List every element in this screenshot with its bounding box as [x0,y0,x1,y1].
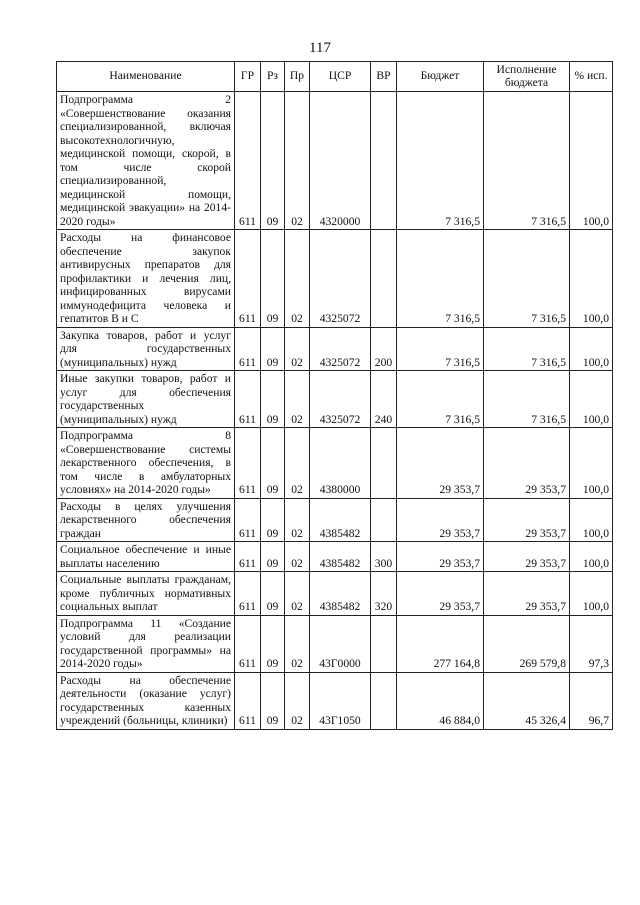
table-row [57,428,613,499]
table-row [57,572,613,616]
row-csr: 4320000 [310,92,371,230]
row-budget: 7 316,5 [397,371,484,428]
row-budget: 7 316,5 [397,230,484,328]
row-pr: 02 [285,615,310,672]
budget-table [56,61,613,730]
row-csr: 4385482 [310,572,371,616]
row-gr: 611 [235,542,261,572]
row-percent: 100,0 [570,327,613,371]
row-percent: 100,0 [570,92,613,230]
header-execution: Исполнение бюджета [484,62,570,92]
row-execution: 7 316,5 [484,230,570,328]
row-csr: 4325072 [310,230,371,328]
row-vr [371,428,397,499]
row-budget: 277 164,8 [397,615,484,672]
row-rz: 09 [261,327,285,371]
row-csr: 4325072 [310,327,371,371]
row-name: Расходы на финансовое обеспечение закупок антивирусных препаратов для профилактики и лечения лиц, инфицированных вирусами иммунодефицита человека и гепатитов В и С [57,230,235,328]
header-budget: Бюджет [397,62,484,92]
row-gr: 611 [235,371,261,428]
row-name: Социальное обеспечение и иные выплаты населению [57,542,235,572]
row-pr: 02 [285,672,310,729]
header-vr: ВР [371,62,397,92]
row-pr: 02 [285,327,310,371]
row-budget: 29 353,7 [397,542,484,572]
row-percent: 97,3 [570,615,613,672]
row-pr: 02 [285,542,310,572]
header-percent: % исп. [570,62,613,92]
table-row [57,371,613,428]
row-percent: 96,7 [570,672,613,729]
row-rz: 09 [261,672,285,729]
row-pr: 02 [285,371,310,428]
header-pr: Пр [285,62,310,92]
row-gr: 611 [235,327,261,371]
row-name: Подпрограмма 8 «Совершенствование системы лекарственного обеспечения, в том числе в амбулаторных условиях» на 2014-2020 годы» [57,428,235,499]
row-execution: 269 579,8 [484,615,570,672]
row-execution: 29 353,7 [484,428,570,499]
row-budget: 46 884,0 [397,672,484,729]
row-budget: 7 316,5 [397,92,484,230]
table-row [57,327,613,371]
row-rz: 09 [261,615,285,672]
row-vr [371,230,397,328]
row-percent: 100,0 [570,542,613,572]
row-execution: 7 316,5 [484,92,570,230]
row-budget: 7 316,5 [397,327,484,371]
row-name: Подпрограмма 11 «Создание условий для реализации государственной программы» на 2014-2020 годы» [57,615,235,672]
row-pr: 02 [285,572,310,616]
row-gr: 611 [235,92,261,230]
row-budget: 29 353,7 [397,498,484,542]
row-gr: 611 [235,672,261,729]
row-csr: 43Г0000 [310,615,371,672]
row-name: Иные закупки товаров, работ и услуг для обеспечения государственных (муниципальных) нужд [57,371,235,428]
row-percent: 100,0 [570,498,613,542]
row-vr: 320 [371,572,397,616]
table-row [57,230,613,328]
row-execution: 29 353,7 [484,498,570,542]
row-percent: 100,0 [570,371,613,428]
row-csr: 43Г1050 [310,672,371,729]
row-name: Расходы в целях улучшения лекарственного обеспечения граждан [57,498,235,542]
table-row [57,498,613,542]
row-csr: 4385482 [310,498,371,542]
row-vr: 300 [371,542,397,572]
row-name: Закупка товаров, работ и услуг для государственных (муниципальных) нужд [57,327,235,371]
header-rz: Рз [261,62,285,92]
row-vr [371,498,397,542]
table-row [57,615,613,672]
row-execution: 7 316,5 [484,371,570,428]
row-vr [371,615,397,672]
table-row [57,92,613,230]
row-execution: 7 316,5 [484,327,570,371]
row-percent: 100,0 [570,230,613,328]
row-rz: 09 [261,428,285,499]
page-number: 117 [309,40,331,56]
row-budget: 29 353,7 [397,428,484,499]
row-rz: 09 [261,92,285,230]
row-pr: 02 [285,230,310,328]
row-gr: 611 [235,615,261,672]
row-pr: 02 [285,92,310,230]
table-header-row [57,62,613,92]
row-rz: 09 [261,542,285,572]
row-name: Расходы на обеспечение деятельности (оказание услуг) государственных казенных учреждений (больницы, клиники) [57,672,235,729]
row-pr: 02 [285,498,310,542]
row-vr: 240 [371,371,397,428]
row-name: Социальные выплаты гражданам, кроме публичных нормативных социальных выплат [57,572,235,616]
row-percent: 100,0 [570,428,613,499]
row-vr: 200 [371,327,397,371]
row-percent: 100,0 [570,572,613,616]
row-gr: 611 [235,230,261,328]
row-budget: 29 353,7 [397,572,484,616]
header-name: Наименование [57,62,235,92]
header-gr: ГР [235,62,261,92]
row-rz: 09 [261,572,285,616]
row-name: Подпрограмма 2 «Совершенствование оказания специализированной, включая высокотехнологичную, медицинской помощи, скорой, в том числе скорой специализированной, медицинской помощи, медицинской эвакуации» на 2014-2020 годы» [57,92,235,230]
row-csr: 4325072 [310,371,371,428]
row-pr: 02 [285,428,310,499]
row-vr [371,672,397,729]
row-gr: 611 [235,428,261,499]
row-csr: 4385482 [310,542,371,572]
table-row [57,672,613,729]
row-execution: 29 353,7 [484,572,570,616]
table-row [57,542,613,572]
row-execution: 45 326,4 [484,672,570,729]
row-gr: 611 [235,572,261,616]
row-csr: 4380000 [310,428,371,499]
row-rz: 09 [261,498,285,542]
row-vr [371,92,397,230]
row-rz: 09 [261,371,285,428]
row-rz: 09 [261,230,285,328]
row-gr: 611 [235,498,261,542]
header-csr: ЦСР [310,62,371,92]
row-execution: 29 353,7 [484,542,570,572]
